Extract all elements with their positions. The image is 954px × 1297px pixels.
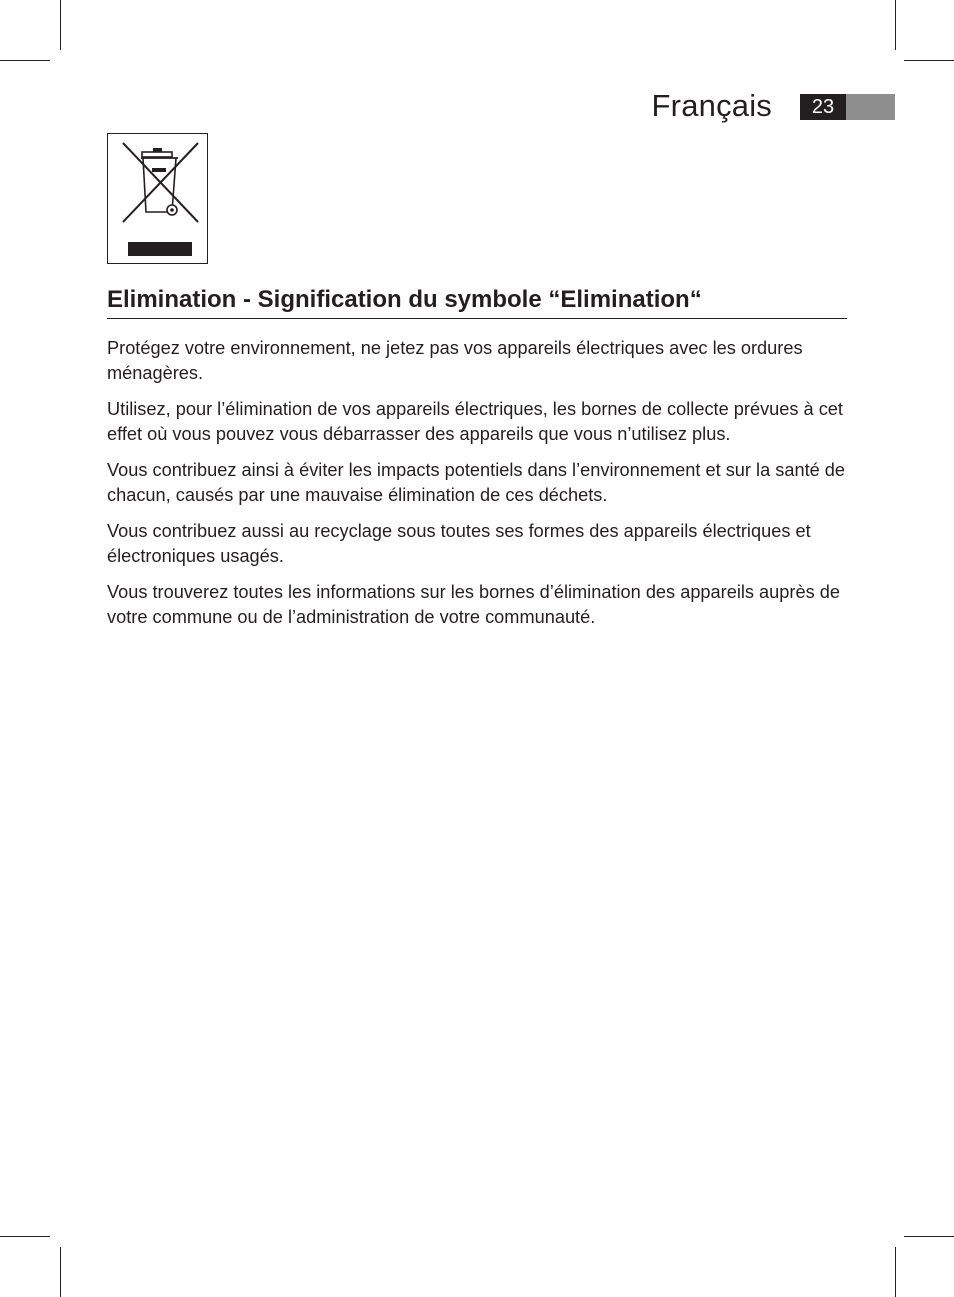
- section-heading: Elimination - Signification du symbole “Elimination“: [107, 284, 847, 319]
- body-text: [107, 336, 849, 641]
- paragraph: Vous trouverez toutes les informations sur les bornes d’élimination des appareils auprès de votre commune ou de l’administration de votre communauté.: [107, 582, 840, 627]
- crop-mark: [895, 0, 896, 50]
- paragraph: Vous contribuez ainsi à éviter les impacts potentiels dans l’environnement et sur la santé de chacun, causés par une mauvaise élimination de ces déchets.: [107, 460, 846, 505]
- page-number: 23: [800, 94, 846, 120]
- crop-mark: [895, 1247, 896, 1297]
- crop-mark: [904, 1236, 954, 1237]
- paragraph: Utilisez, pour l’élimination de vos appareils électriques, les bornes de collecte prévues à cet effet où vous pouvez vous débarrasser des appareils que vous n’utilisez plus.: [107, 399, 843, 444]
- header-accent-bar: [846, 94, 895, 120]
- paragraph: Protégez votre environnement, ne jetez pas vos appareils électriques avec les ordures ménagères.: [107, 338, 803, 383]
- crossed-out-wheelie-bin-icon: [107, 133, 208, 264]
- crop-mark: [0, 60, 50, 61]
- crop-mark: [904, 60, 954, 61]
- language-title: Français: [651, 88, 772, 123]
- crop-mark: [60, 0, 61, 50]
- crop-mark: [60, 1247, 61, 1297]
- crop-mark: [0, 1236, 50, 1237]
- paragraph: Vous contribuez aussi au recyclage sous toutes ses formes des appareils électriques et électroniques usagés.: [107, 521, 811, 566]
